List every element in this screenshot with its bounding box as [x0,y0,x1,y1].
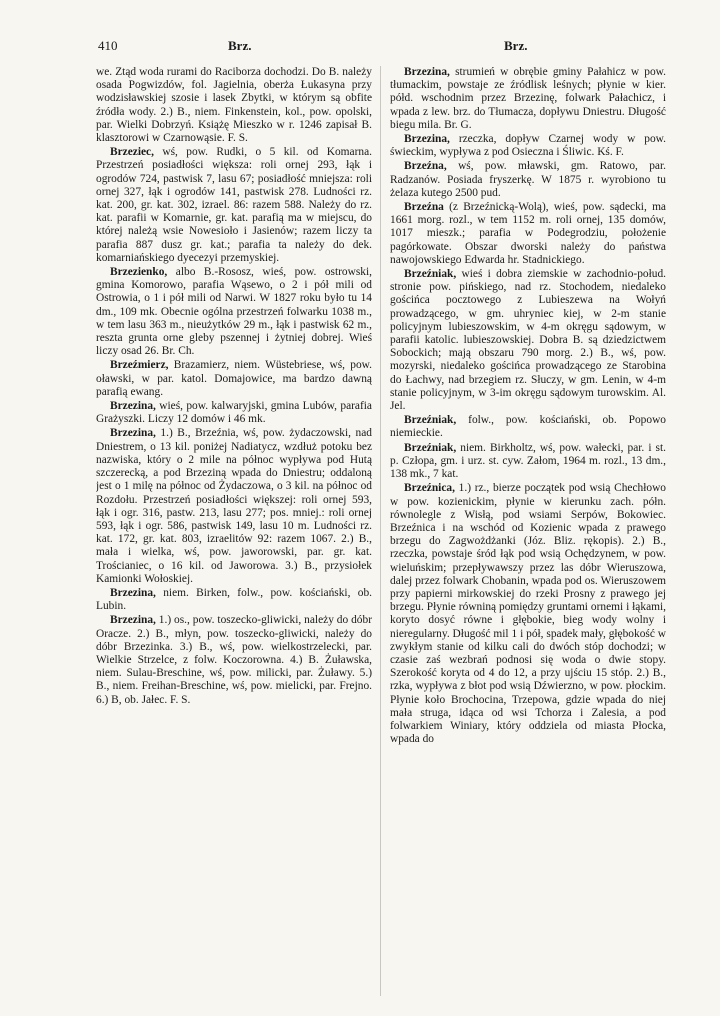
entry-headword: Brzeźniak, [404,414,457,427]
dictionary-entry [96,146,372,265]
dictionary-entry [390,414,666,440]
entry-headword: Brzeźniak, [404,268,457,281]
entry-headword: Brzezina, [110,586,156,599]
dictionary-entry [390,133,666,159]
entry-headword: Brzezina, [404,133,450,146]
page-number: 410 [98,38,118,53]
entry-text: (z Brzeźnicką-Wolą), wieś, pow. sądecki, ma 1661 morg. rozl., w tem 1152 m. roli ornej, 135 domów, 1017 mieszk.; parafia w Podegrodziu, położenie pagórkowate. Obszar dworski należy do państwa nawojowskiego Edwarda hr. Stadnickiego. [390,201,666,266]
entry-text: 1.) os., pow. toszecko-gliwicki, należy do dóbr Oracze. 2.) B., młyn, pow. toszecko-gliwicki, należy do dóbr Brzezinka. 3.) B., wś, pow. wielkostrzelecki, par. Wielkie Strzelce, z folw. Koczorowna. 4.) B. Żuławska, niem. Sulau-Breschine, wś, pow. milicki, par. Żuławy. 5.) B., niem. Freihan-Breschine, wś, pow. mielicki, par. Frejno. 6.) B, ob. Jałec. F. S. [96,614,372,706]
left-column [96,66,372,1006]
dictionary-entry [390,268,666,413]
dictionary-entry [390,160,666,200]
right-column [390,66,666,1006]
running-headword-left: Brz. [228,38,252,53]
entry-text: folw., pow. kościański, ob. Popowo niemieckie. [390,414,666,440]
entry-text: wś, pow. mławski, gm. Ratowo, par. Radzanów. Posiada fryszerkę. W 1875 r. wyrobiono tu żelaza kutego 2500 pud. [390,160,666,199]
entry-headword: Brzeźna, [404,160,447,173]
page-header [0,38,720,58]
dictionary-entry [96,66,372,145]
entry-headword: Brzezina, [110,427,156,440]
entry-text: wieś, pow. kalwaryjski, gmina Lubów, parafia Grażyszki. Liczy 12 domów i 46 mk. [96,400,372,426]
dictionary-entry [96,359,372,399]
entry-text: 1.) B., Brzeźnia, wś, pow. żydaczowski, nad Dniestrem, o 13 kil. poniżej Nadiatycz, wzdłuż potoku bez nazwiska, który o 2 mile na północ wypływa pod Hutą szczerecką, a pod Brzeziną wpada do Dniestru; oddaloną jest o 1 milę na północ od Żydaczowa, o 3 kil. na północ od Rozdołu. Przestrzeń posiadłości większej: roli ornej 593, łąk i ogr. 316, pastw. 213, lasu 277; pos. mniej.: roli ornej 593, łąk i ogr. 586, pastwisk 149, lasu 10 m. Ludności rz. kat. 172, gr. kat. 803, izraelitów 92: razem 1067. 2.) B., mała i wielka, wś, pow. jaworowski, par. gr. kat. Trościaniec, o 16 kil. od Jaworowa. 3.) B., przysiołek Kamionki Wołoskiej. [96,427,372,585]
dictionary-entry [96,587,372,613]
entry-text: niem. Birkholtz, wś, pow. wałecki, par. i st. p. Człopa, gm. i urz. st. cyw. Załom, 1964 m. rozl., 13 dm., 138 mk., 7 kat. [390,441,666,481]
entry-headword: Brzeźna [404,201,444,214]
entry-text: strumień w obrębie gminy Pałahicz w pow. tłumackim, powstaje ze źródlisk leśnych; płynie w kier. półd. wschodnim przez Brzezinę, folwark Pałachicz, i wpada z lew. brz. do Tłumacza, dopływu Dniestru. Długość biegu mila. Br. G. [390,66,666,131]
entry-headword: Brzezina, [404,66,450,78]
column-divider [380,66,381,996]
dictionary-entry [96,400,372,426]
dictionary-entry [96,266,372,358]
entry-text: we. Ztąd woda rurami do Raciborza dochodzi. Do B. należy osada Pogwizdów, fol. Jagielnia, oberża Łukasyna przy wodzisławskiej szosie i lasek Zbytki, w którym są obfite źródła wody. 2.) B., niem. Finkenstein, kol., pow. opolski, par. Wielki Dobrzyń. Książę Mieszko w r. 1246 zapisał B. klasztorowi w Czarnowąsie. F. S. [96,66,372,145]
entry-text: wś, pow. Rudki, o 5 kil. od Komarna. Przestrzeń posiadłości większa: roli ornej 293, łąk i ogrodów 724, pastwisk 7, lasu 67; posiadłość mniejsza: roli ornej 327, łąk i ogrodów 141, pastwisk 278. Ludności rz. kat. 200, gr. kat. 302, izrael. 86: razem 588. Należy do rz. kat. parafii w Komarnie, gr. kat. parafią ma w miejscu, do której należą wsie Nowesioło i Jasienów; razem liczy ta parafia 887 dusz gr. kat.; parafia ta należy do dek. komarniańskiego dyecezyi przemyskiej. [96,146,372,264]
dictionary-entry [96,427,372,585]
entry-headword: Brzeźmierz, [110,359,169,372]
entry-headword: Brzeziec, [110,146,154,159]
entry-headword: Brzeźnica, [404,482,455,495]
dictionary-entry [390,66,666,132]
entry-text: 1.) rz., bierze początek pod wsią Chechłowo w pow. kozienickim, płynie w kierunku zach. półn. równolegle z Wisłą, pod wsiami Serpów, Bokowiec. Brzeźnica i na wschód od Kozienic wpada z prawego brzegu do Zagwożdżanki (Józ. Bliz. rękopis). 2.) B., rzeczka, powstaje śród łąk pod wsią Ochędzynem, w pow. wieluńskim; przepływawszy przez las dóbr Wieruszowa, dalej przez folwark Chobanin, wpada pod os. Wieruszowem przy papierni mirkowskiej do rzeki Prosny z prawego jej brzegu. Płynie równiną pomiędzy gruntami ornemi i łąkami, koryto dosyć równe i głębokie, bieg wody wolny i nieregularny. Długość mil 1 i pół, spadek mały, głębokość w zwykłym stanie od kilku cali do dwóch stóp dochodzi; w czasie zaś wezbrań podnosi się woda o dwie stopy. Szerokość koryta od 4 do 12, a przy ujściu 15 stóp. 2.) B., rzka, wypływa z błot pod wsią Dźwierzno, w pow. płockim. Płynie koło Brochocina, Trzepowa, gdzie wpada do niej mała struga, idąca od wsi Tchorza i Zalesia, a pod folwarkiem Winiary, który oddziela od miasta Płocka, wpada do [390,482,666,746]
entry-headword: Brzeźniak, [404,441,457,454]
dictionary-entry [390,201,666,267]
dictionary-entry [390,442,666,482]
entry-headword: Brzezienko, [110,266,168,279]
dictionary-entry [390,482,666,746]
entry-text: rzeczka, dopływ Czarnej wody w pow. świeckim, wypływa z pod Osieczna i Śliwic. Kś. F. [390,133,666,159]
entry-headword: Brzezina, [110,400,156,413]
entry-text: albo B.-Rososz, wieś, pow. ostrowski, gmina Komorowo, parafia Wąsewo, o 2 i pół mili od Ostrowia, o 1 i pół mili od Narwi. W 1827 roku było tu 14 dm., 109 mk. Obecnie ogólna przestrzeń folwarku 1038 m., w tem lasu 363 m., nieużytków 29 m., łąk i pastwisk 62 m., reszta grunta orne gleby pszennej i żytniej dobrej. Wieś liczy osad 26. Br. Ch. [96,266,372,358]
entry-headword: Brzezina, [110,614,156,627]
entry-text: Brazamierz, niem. Wüstebriese, wś, pow. oławski, w par. katol. Domajowice, ma bardzo dawną parafią ewang. [96,359,372,398]
running-headword-right: Brz. [504,38,528,53]
dictionary-entry [96,614,372,706]
entry-text: wieś i dobra ziemskie w zachodnio-połud. stronie pow. pińskiego, nad rz. Stochodem, niedaleko gościńca pocztowego z Lubieszewa na Wołyń prowadzącego, w gm. uhryniec kiej, w 2-m stanie policyjnym lubieszowskim, w 4-m okręgu sądowym, w parafii katolic. lubieszowskiej. Dobra B. są dziedzictwem Sobockich; mają obszaru 790 morg. 2.) B., wś, pow. mozyrski, niedaleko gościńca prowadzącego ze Starobina do Łachwy, nad brzegiem rz. Słuczy, w gm. Lenin, w 4-m stanie policyjnym, w 3-im okręgu sądowym turowskim. Al. Jel. [390,268,666,413]
entry-text: niem. Birken, folw., pow. kościański, ob. Lubin. [96,586,372,613]
